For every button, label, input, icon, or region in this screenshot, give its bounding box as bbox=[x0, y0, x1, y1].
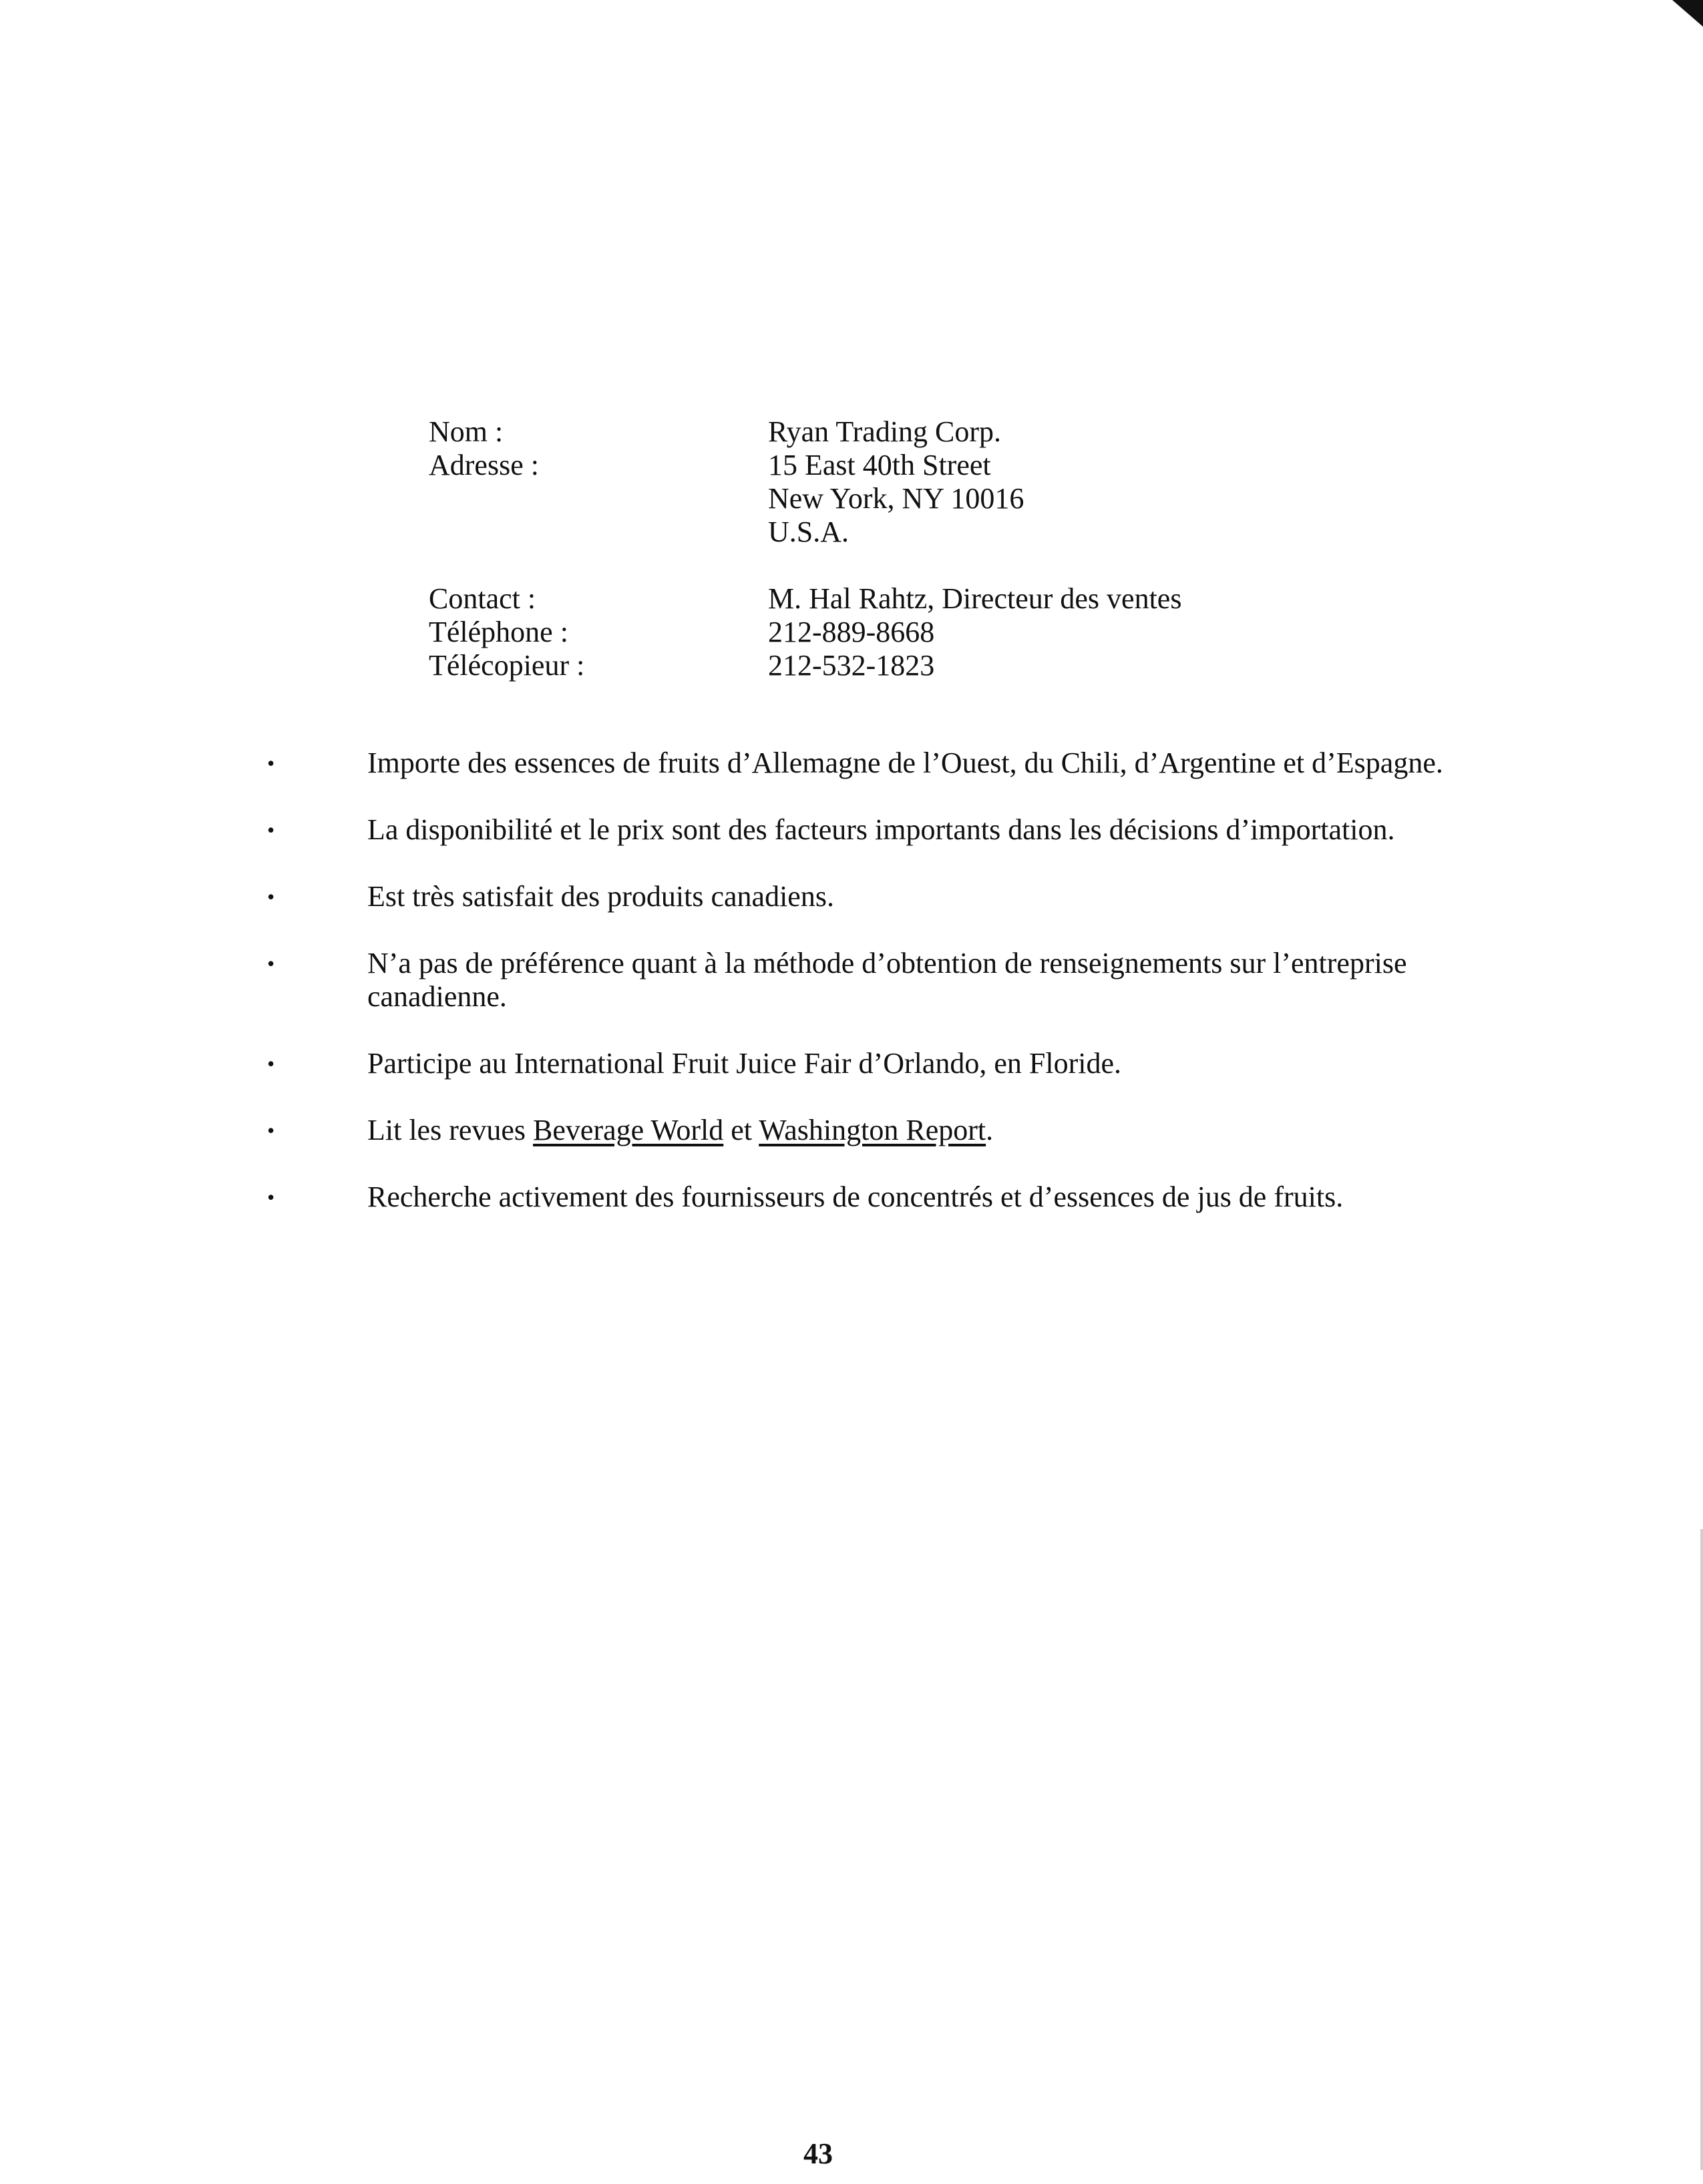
text-connector: et bbox=[723, 1114, 759, 1146]
info-row-fax bbox=[429, 649, 1181, 682]
info-label: Téléphone : bbox=[429, 616, 568, 648]
info-row-contact bbox=[429, 582, 1181, 616]
list-item-text: N’a pas de préférence quant à la méthode d’obtention de renseignements sur l’entreprise canadienne. bbox=[367, 947, 1407, 1013]
bullet-marker: • bbox=[267, 1185, 275, 1209]
list-item bbox=[267, 880, 1456, 913]
bullet-marker: • bbox=[267, 1052, 275, 1076]
list-item-text: Participe au International Fruit Juice Fair d’Orlando, en Floride. bbox=[367, 1047, 1122, 1080]
bullet-marker: • bbox=[267, 885, 275, 909]
list-item-text: Est très satisfait des produits canadiens. bbox=[367, 880, 834, 913]
bullet-marker: • bbox=[267, 818, 275, 842]
spacer bbox=[429, 549, 1181, 582]
list-item bbox=[267, 947, 1456, 1014]
info-row-address bbox=[429, 449, 1181, 482]
info-value: Ryan Trading Corp. bbox=[768, 415, 1002, 448]
list-item bbox=[267, 746, 1456, 780]
scan-edge-shadow bbox=[1700, 1529, 1703, 2170]
info-row-name bbox=[429, 415, 1181, 449]
list-item-text: La disponibilité et le prix sont des facteurs importants dans les décisions d’importation. bbox=[367, 813, 1395, 846]
info-row-address-line2 bbox=[429, 482, 1181, 515]
info-value: 212-889-8668 bbox=[768, 616, 935, 648]
list-item bbox=[267, 1047, 1456, 1080]
bullet-marker: • bbox=[267, 751, 275, 775]
list-item-text bbox=[367, 1114, 1456, 1147]
info-label bbox=[429, 515, 768, 549]
info-row-address-line3 bbox=[429, 515, 1181, 549]
info-value: M. Hal Rahtz, Directeur des ventes bbox=[768, 582, 1182, 615]
list-item-text: Recherche activement des fournisseurs de concentrés et d’essences de jus de fruits. bbox=[367, 1180, 1344, 1213]
list-item bbox=[267, 1114, 1456, 1147]
corner-scan-mark bbox=[1672, 0, 1703, 27]
info-value: 15 East 40th Street bbox=[768, 449, 991, 481]
text-prefix: Lit les revues bbox=[367, 1114, 534, 1146]
info-label: Adresse : bbox=[429, 449, 539, 481]
info-value: New York, NY 10016 bbox=[768, 482, 1024, 515]
page-number: 43 bbox=[803, 2137, 833, 2170]
info-value: 212-532-1823 bbox=[768, 649, 935, 682]
bullet-marker: • bbox=[267, 951, 275, 975]
info-label: Télécopieur : bbox=[429, 649, 585, 682]
publication-title: Beverage World bbox=[533, 1114, 724, 1146]
info-label: Contact : bbox=[429, 582, 536, 615]
list-item bbox=[267, 813, 1456, 847]
publication-title: Washington Report bbox=[759, 1114, 986, 1146]
info-value: U.S.A. bbox=[768, 515, 849, 548]
contact-info-block bbox=[429, 415, 1181, 682]
info-row-phone bbox=[429, 616, 1181, 649]
list-item-text: Importe des essences de fruits d’Allemagne de l’Ouest, du Chili, d’Argentine et d’Espagne. bbox=[367, 746, 1443, 779]
bullet-list bbox=[267, 746, 1456, 1247]
info-label: Nom : bbox=[429, 415, 504, 448]
info-label bbox=[429, 482, 768, 515]
list-item bbox=[267, 1180, 1456, 1214]
bullet-marker: • bbox=[267, 1118, 275, 1142]
text-suffix: . bbox=[986, 1114, 994, 1146]
